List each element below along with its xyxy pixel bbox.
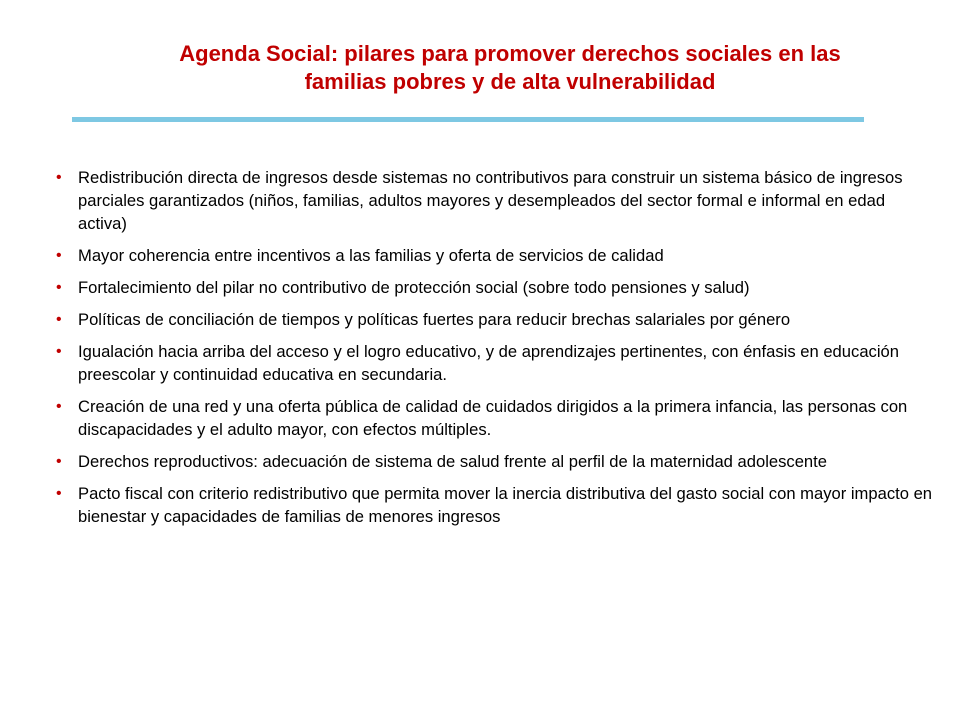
bullet-dot-icon: • [56, 279, 62, 296]
slide-title [60, 40, 960, 96]
bullet-dot-icon: • [56, 169, 62, 186]
bullet-item-5 [56, 340, 936, 386]
bullet-item-3 [56, 276, 936, 299]
bullet-item-6 [56, 395, 936, 441]
bullet-item-1 [56, 166, 936, 235]
bullet-text: Políticas de conciliación de tiempos y políticas fuertes para reducir brechas salariales por género [78, 310, 791, 329]
bullet-text: Fortalecimiento del pilar no contributivo de protección social (sobre todo pensiones y salud) [78, 278, 750, 297]
bullet-text: Mayor coherencia entre incentivos a las familias y oferta de servicios de calidad [78, 246, 664, 265]
slide-title-line-2: familias pobres y de alta vulnerabilidad [304, 69, 716, 94]
bullet-dot-icon: • [56, 453, 62, 470]
bullet-item-2 [56, 244, 936, 267]
title-divider [72, 117, 864, 122]
bullet-list [56, 166, 936, 537]
bullet-text: Igualación hacia arriba del acceso y el logro educativo, y de aprendizajes pertinentes, con énfasis en educación preescolar y continuidad educativa en secundaria. [78, 342, 899, 384]
bullet-item-4 [56, 308, 936, 331]
bullet-item-8 [56, 482, 936, 528]
bullet-dot-icon: • [56, 343, 62, 360]
bullet-dot-icon: • [56, 398, 62, 415]
bullet-dot-icon: • [56, 485, 62, 502]
bullet-item-7 [56, 450, 936, 473]
slide-title-line-1: Agenda Social: pilares para promover derechos sociales en las [179, 41, 841, 66]
bullet-dot-icon: • [56, 247, 62, 264]
bullet-text: Pacto fiscal con criterio redistributivo que permita mover la inercia distributiva del gasto social con mayor impacto en bienestar y capacidades de familias de menores ingresos [78, 484, 933, 526]
bullet-text: Derechos reproductivos: adecuación de sistema de salud frente al perfil de la maternidad adolescente [78, 452, 828, 471]
bullet-text: Redistribución directa de ingresos desde sistemas no contributivos para construir un sistema básico de ingresos parciales garantizados (niños, familias, adultos mayores y desempleados del sector formal e informal en edad activa) [78, 168, 903, 233]
bullet-text: Creación de una red y una oferta pública de calidad de cuidados dirigidos a la primera infancia, las personas con discapacidades y el adulto mayor, con efectos múltiples. [78, 397, 908, 439]
bullet-dot-icon: • [56, 311, 62, 328]
